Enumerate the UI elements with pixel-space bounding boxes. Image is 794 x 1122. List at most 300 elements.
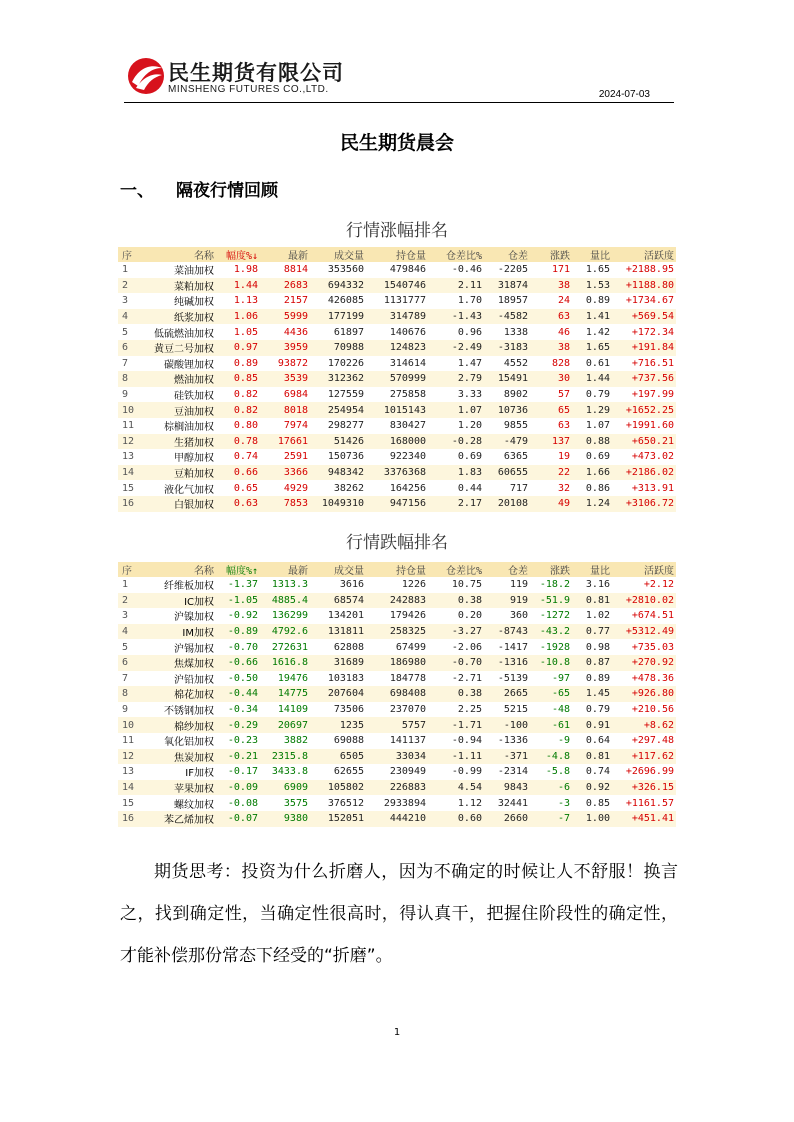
table-cell: -7 bbox=[530, 811, 572, 827]
column-header: 仓差比% bbox=[428, 562, 484, 577]
table-cell: -0.50 bbox=[227, 672, 258, 684]
column-header: 仓差比% bbox=[428, 247, 484, 262]
table-cell: 1.41 bbox=[572, 309, 612, 325]
table-cell: 8902 bbox=[503, 389, 528, 401]
table-row bbox=[118, 577, 676, 593]
table-cell: +1652.25 bbox=[612, 402, 676, 418]
table-cell: -1928 bbox=[539, 641, 570, 653]
futures-thought-paragraph: 期货思考：投资为什么折磨人，因为不确定的时候让人不舒服！换言之，找到确定性，当确定性很高时，得认真干，把握住阶段性的确定性，才能补偿那份常态下经受的“折磨”。 bbox=[120, 862, 678, 966]
table-cell: 360 bbox=[509, 610, 528, 622]
table-cell: 272631 bbox=[271, 641, 308, 653]
table-cell: 4436 bbox=[283, 326, 308, 338]
table-cell: 0.89 bbox=[585, 672, 610, 684]
table-cell: 61897 bbox=[333, 326, 364, 338]
table-cell: 1.29 bbox=[572, 402, 612, 418]
table-cell: 1.45 bbox=[572, 686, 612, 702]
table-cell: IM加权 bbox=[144, 624, 216, 640]
table-cell: 3 bbox=[122, 610, 129, 622]
table-cell: 12 bbox=[118, 434, 144, 450]
table-cell: 18957 bbox=[497, 295, 528, 307]
table-cell: 螺纹加权 bbox=[174, 799, 214, 811]
table-cell: -1336 bbox=[497, 735, 528, 747]
table-row bbox=[118, 402, 676, 418]
table-cell: 0.38 bbox=[428, 593, 484, 609]
table-cell: 1.06 bbox=[216, 309, 260, 325]
table-row bbox=[118, 733, 676, 749]
table-cell: 0.86 bbox=[585, 482, 610, 494]
table-cell: 717 bbox=[509, 482, 528, 494]
table-cell: 6 bbox=[118, 340, 144, 356]
table-cell: 376512 bbox=[327, 797, 364, 809]
table-cell: 226883 bbox=[366, 780, 428, 796]
table-cell: 6984 bbox=[283, 389, 308, 401]
table-cell: 698408 bbox=[366, 686, 428, 702]
table-cell: 菜油加权 bbox=[174, 266, 214, 278]
table-cell: 22 bbox=[530, 465, 572, 481]
table-cell: +451.41 bbox=[612, 811, 676, 827]
table-cell: 8018 bbox=[260, 402, 310, 418]
table-cell: 13 bbox=[122, 766, 135, 778]
table-cell: 1.65 bbox=[585, 264, 610, 276]
table-cell: 2933894 bbox=[383, 797, 426, 809]
table-cell: 275858 bbox=[389, 389, 426, 401]
table-cell: -8743 bbox=[484, 624, 530, 640]
column-header: 最新 bbox=[260, 562, 310, 577]
table-cell: 1313.3 bbox=[271, 579, 308, 591]
table-cell: -97 bbox=[551, 672, 570, 684]
table-cell: 1235 bbox=[310, 717, 366, 733]
table-cell: 焦炭加权 bbox=[144, 749, 216, 765]
section-number: 一、 bbox=[120, 181, 154, 201]
table-cell: 0.97 bbox=[216, 340, 260, 356]
table-cell: 0.20 bbox=[457, 610, 482, 622]
table-cell: 237070 bbox=[389, 704, 426, 716]
table-cell: IC加权 bbox=[144, 593, 216, 609]
table-row bbox=[118, 496, 676, 512]
table-cell: 白银加权 bbox=[144, 496, 216, 512]
table-cell: 12 bbox=[118, 749, 144, 765]
table-cell: -2.71 bbox=[451, 672, 482, 684]
column-header: 持仓量 bbox=[366, 562, 428, 577]
table-cell: 254954 bbox=[310, 402, 366, 418]
table-cell: 4885.4 bbox=[260, 593, 310, 609]
company-name-en: MINSHENG FUTURES CO.,LTD. bbox=[168, 84, 329, 95]
table-cell: 1.13 bbox=[233, 295, 258, 307]
table-row bbox=[118, 262, 676, 278]
table-cell: 134201 bbox=[327, 610, 364, 622]
table-cell: 6 bbox=[118, 655, 144, 671]
table-row bbox=[118, 639, 676, 655]
table-cell: +2810.02 bbox=[612, 593, 676, 609]
table-cell: 32 bbox=[557, 482, 570, 494]
table-cell: 242883 bbox=[366, 593, 428, 609]
table-cell: -2314 bbox=[497, 766, 528, 778]
table-cell: 20697 bbox=[260, 717, 310, 733]
table-cell: 8 bbox=[118, 371, 144, 387]
table-cell: 4792.6 bbox=[260, 624, 310, 640]
table-cell: +2.12 bbox=[643, 579, 674, 591]
table-cell: 1616.8 bbox=[260, 655, 310, 671]
table-cell: 31689 bbox=[310, 655, 366, 671]
table-cell: 碳酸锂加权 bbox=[164, 359, 214, 371]
table-cell: 124823 bbox=[366, 340, 428, 356]
table-cell: 1.66 bbox=[572, 465, 612, 481]
table-row bbox=[118, 387, 676, 403]
table-row bbox=[118, 608, 676, 624]
table-cell: +478.36 bbox=[631, 672, 674, 684]
table-cell: 9855 bbox=[503, 420, 528, 432]
table-cell: 312362 bbox=[310, 371, 366, 387]
table-cell: +117.62 bbox=[612, 749, 676, 765]
table-row bbox=[118, 371, 676, 387]
table-cell: 5215 bbox=[503, 704, 528, 716]
table-cell: -2.06 bbox=[451, 641, 482, 653]
table-cell: 0.89 bbox=[585, 295, 610, 307]
table-cell: 919 bbox=[484, 593, 530, 609]
table-cell: 63 bbox=[557, 420, 570, 432]
table-row bbox=[118, 686, 676, 702]
table-cell: 0.85 bbox=[585, 797, 610, 809]
table-cell: 黄豆二号加权 bbox=[144, 340, 216, 356]
table-cell: 4.54 bbox=[428, 780, 484, 796]
table-cell: 7 bbox=[122, 357, 129, 369]
table-cell: +313.91 bbox=[631, 482, 674, 494]
table-cell: 6365 bbox=[503, 451, 528, 463]
table-cell: 1.42 bbox=[585, 326, 610, 338]
table-cell: 5 bbox=[122, 326, 129, 338]
table-cell: 186980 bbox=[366, 655, 428, 671]
table-cell: -0.21 bbox=[216, 749, 260, 765]
table-cell: 2157 bbox=[283, 295, 308, 307]
table-cell: 1 bbox=[122, 579, 129, 591]
table-cell: 1.12 bbox=[457, 797, 482, 809]
table-cell: 0.85 bbox=[216, 371, 260, 387]
table-cell: IF加权 bbox=[185, 768, 214, 780]
table-cell: 258325 bbox=[366, 624, 428, 640]
table-row bbox=[118, 356, 676, 372]
table-row bbox=[118, 324, 676, 340]
table-cell: 2660 bbox=[484, 811, 530, 827]
table-cell: 4 bbox=[118, 624, 144, 640]
table-cell: 24 bbox=[557, 295, 570, 307]
table-cell: 57 bbox=[557, 389, 570, 401]
column-header: 序 bbox=[118, 247, 144, 262]
table-cell: 5757 bbox=[366, 717, 428, 733]
table-cell: 828 bbox=[551, 357, 570, 369]
table-cell: 棉花加权 bbox=[144, 686, 216, 702]
column-header: 涨跌 bbox=[530, 562, 572, 577]
table-cell: 164256 bbox=[389, 482, 426, 494]
table-cell: 1338 bbox=[503, 326, 528, 338]
table-cell: 8 bbox=[118, 686, 144, 702]
table-cell: 1.20 bbox=[457, 420, 482, 432]
table-cell: 19476 bbox=[277, 672, 308, 684]
table-cell: +3106.72 bbox=[612, 496, 676, 512]
table-cell: 8814 bbox=[283, 264, 308, 276]
table-cell: 5 bbox=[122, 641, 129, 653]
column-header: 量比 bbox=[572, 562, 612, 577]
table-cell: 9 bbox=[122, 704, 129, 716]
table-cell: 0.66 bbox=[216, 465, 260, 481]
table-cell: -4582 bbox=[484, 309, 530, 325]
table-cell: 液化气加权 bbox=[164, 484, 214, 496]
table-cell: 苹果加权 bbox=[144, 780, 216, 796]
table-cell: 170226 bbox=[327, 357, 364, 369]
table-cell: 不锈钢加权 bbox=[164, 706, 214, 718]
table-cell: 1.98 bbox=[233, 264, 258, 276]
company-name-cn: 民生期货有限公司 bbox=[168, 61, 344, 85]
table-cell: 15491 bbox=[484, 371, 530, 387]
table-cell: -6 bbox=[530, 780, 572, 796]
table-cell: 豆粕加权 bbox=[144, 465, 216, 481]
table-cell: +172.34 bbox=[631, 326, 674, 338]
table-cell: 298277 bbox=[327, 420, 364, 432]
table-cell: 63 bbox=[530, 309, 572, 325]
table-cell: 14775 bbox=[260, 686, 310, 702]
loss-table-title: 行情跌幅排名 bbox=[346, 533, 448, 553]
table-cell: 137 bbox=[530, 434, 572, 450]
table-cell: 230949 bbox=[389, 766, 426, 778]
table-cell: -0.70 bbox=[227, 641, 258, 653]
table-cell: 3 bbox=[122, 295, 129, 307]
table-cell: 17661 bbox=[260, 434, 310, 450]
table-cell: 62808 bbox=[333, 641, 364, 653]
table-cell: 0.89 bbox=[233, 357, 258, 369]
table-cell: -0.92 bbox=[227, 610, 258, 622]
table-cell: 947156 bbox=[366, 496, 428, 512]
table-cell: -0.99 bbox=[451, 766, 482, 778]
table-cell: 0.64 bbox=[585, 735, 610, 747]
table-cell: +5312.49 bbox=[612, 624, 676, 640]
table-cell: -4.8 bbox=[530, 749, 572, 765]
table-cell: 69088 bbox=[333, 735, 364, 747]
table-cell: -2205 bbox=[497, 264, 528, 276]
table-cell: -3183 bbox=[484, 340, 530, 356]
column-header: 仓差 bbox=[484, 247, 530, 262]
table-cell: 49 bbox=[530, 496, 572, 512]
table-cell: 15 bbox=[122, 797, 135, 809]
table-cell: 菜粕加权 bbox=[144, 278, 216, 294]
table-cell: +197.99 bbox=[631, 389, 674, 401]
table-cell: 7 bbox=[122, 672, 129, 684]
table-cell: 694332 bbox=[310, 278, 366, 294]
table-cell: 1.00 bbox=[572, 811, 612, 827]
table-cell: 0.88 bbox=[572, 434, 612, 450]
table-cell: -9 bbox=[557, 735, 570, 747]
table-cell: 179426 bbox=[389, 610, 426, 622]
report-date: 2024-07-03 bbox=[598, 89, 650, 100]
table-cell: 5999 bbox=[260, 309, 310, 325]
table-cell: 1.07 bbox=[428, 402, 484, 418]
section-heading bbox=[120, 176, 278, 201]
table-cell: 15 bbox=[122, 482, 135, 494]
table-cell: -1417 bbox=[497, 641, 528, 653]
table-cell: -0.46 bbox=[451, 264, 482, 276]
table-cell: 1.44 bbox=[216, 278, 260, 294]
table-cell: 豆油加权 bbox=[144, 402, 216, 418]
table-cell: +270.92 bbox=[612, 655, 676, 671]
table-row bbox=[118, 811, 676, 827]
table-cell: 1.65 bbox=[572, 340, 612, 356]
table-cell: 0.81 bbox=[572, 749, 612, 765]
table-header-row bbox=[118, 247, 676, 262]
table-cell: 0.80 bbox=[233, 420, 258, 432]
table-cell: 纤维板加权 bbox=[164, 581, 214, 593]
table-cell: -0.08 bbox=[227, 797, 258, 809]
table-cell: -65 bbox=[530, 686, 572, 702]
gain-ranking-table bbox=[118, 247, 676, 512]
table-cell: -0.17 bbox=[227, 766, 258, 778]
table-cell: 1.83 bbox=[428, 465, 484, 481]
table-cell: -0.94 bbox=[451, 735, 482, 747]
table-cell: -3.27 bbox=[428, 624, 484, 640]
table-cell: 65 bbox=[530, 402, 572, 418]
table-cell: -1.11 bbox=[428, 749, 484, 765]
table-cell: 6505 bbox=[310, 749, 366, 765]
table-cell: 0.98 bbox=[585, 641, 610, 653]
table-cell: 131811 bbox=[310, 624, 366, 640]
table-cell: 硅铁加权 bbox=[174, 391, 214, 403]
table-cell: -10.8 bbox=[530, 655, 572, 671]
table-cell: 4552 bbox=[503, 357, 528, 369]
table-cell: 207604 bbox=[310, 686, 366, 702]
table-cell: 3959 bbox=[260, 340, 310, 356]
table-cell: 0.44 bbox=[457, 482, 482, 494]
table-cell: 0.74 bbox=[585, 766, 610, 778]
table-cell: 479846 bbox=[389, 264, 426, 276]
table-cell: 焦煤加权 bbox=[144, 655, 216, 671]
column-header: 幅度%↓ bbox=[216, 247, 260, 262]
table-cell: -1316 bbox=[484, 655, 530, 671]
table-cell: 38 bbox=[530, 340, 572, 356]
table-cell: 0.82 bbox=[216, 402, 260, 418]
table-cell: 2.11 bbox=[428, 278, 484, 294]
table-cell: +210.56 bbox=[631, 704, 674, 716]
table-row bbox=[118, 449, 676, 465]
table-cell: +716.51 bbox=[631, 357, 674, 369]
table-row bbox=[118, 480, 676, 496]
table-cell: 7974 bbox=[283, 420, 308, 432]
table-cell: -48 bbox=[551, 704, 570, 716]
table-cell: 3575 bbox=[283, 797, 308, 809]
table-cell: 30 bbox=[530, 371, 572, 387]
page-header bbox=[124, 56, 674, 103]
table-cell: 沪铅加权 bbox=[174, 674, 214, 686]
table-cell: 2683 bbox=[260, 278, 310, 294]
column-header: 名称 bbox=[144, 247, 216, 262]
table-cell: 0.63 bbox=[216, 496, 260, 512]
table-cell: 1540746 bbox=[366, 278, 428, 294]
table-cell: 0.92 bbox=[572, 780, 612, 796]
table-cell: 1.02 bbox=[585, 610, 610, 622]
table-cell: -61 bbox=[530, 717, 572, 733]
table-cell: 184778 bbox=[389, 672, 426, 684]
table-cell: 33034 bbox=[366, 749, 428, 765]
table-cell: -0.89 bbox=[216, 624, 260, 640]
table-cell: 32441 bbox=[497, 797, 528, 809]
table-cell: 3366 bbox=[260, 465, 310, 481]
table-cell: 16 bbox=[118, 496, 144, 512]
table-cell: 棕榈油加权 bbox=[164, 422, 214, 434]
table-cell: 2665 bbox=[484, 686, 530, 702]
table-cell: 低硫燃油加权 bbox=[154, 328, 214, 340]
table-cell: 0.81 bbox=[572, 593, 612, 609]
table-cell: 沪镍加权 bbox=[174, 612, 214, 624]
table-cell: 9380 bbox=[260, 811, 310, 827]
table-cell: 70988 bbox=[310, 340, 366, 356]
column-header: 幅度%↑ bbox=[216, 562, 260, 577]
table-cell: 1.47 bbox=[457, 357, 482, 369]
table-cell: 11 bbox=[122, 420, 135, 432]
table-cell: 1 bbox=[122, 264, 129, 276]
gain-table-title: 行情涨幅排名 bbox=[346, 221, 448, 241]
table-row bbox=[118, 795, 676, 811]
table-cell: 纯碱加权 bbox=[174, 297, 214, 309]
table-row bbox=[118, 418, 676, 434]
table-cell: 14 bbox=[118, 780, 144, 796]
table-cell: 1.53 bbox=[572, 278, 612, 294]
table-cell: 生猪加权 bbox=[144, 434, 216, 450]
table-row bbox=[118, 749, 676, 765]
table-cell: 136299 bbox=[271, 610, 308, 622]
table-cell: 2.79 bbox=[428, 371, 484, 387]
table-cell: 444210 bbox=[366, 811, 428, 827]
table-cell: 119 bbox=[509, 579, 528, 591]
table-cell: 31874 bbox=[484, 278, 530, 294]
table-cell: -1272 bbox=[539, 610, 570, 622]
table-cell: 10736 bbox=[484, 402, 530, 418]
table-cell: 2 bbox=[118, 593, 144, 609]
table-cell: 纸浆加权 bbox=[144, 309, 216, 325]
table-cell: 60655 bbox=[484, 465, 530, 481]
table-cell: 9 bbox=[122, 389, 129, 401]
table-cell: -0.28 bbox=[428, 434, 484, 450]
table-cell: 2591 bbox=[283, 451, 308, 463]
column-header: 最新 bbox=[260, 247, 310, 262]
column-header: 持仓量 bbox=[366, 247, 428, 262]
table-cell: -0.70 bbox=[428, 655, 484, 671]
table-cell: -1.43 bbox=[428, 309, 484, 325]
table-cell: 314789 bbox=[366, 309, 428, 325]
table-cell: 10 bbox=[118, 717, 144, 733]
table-cell: -3 bbox=[557, 797, 570, 809]
table-cell: 2.25 bbox=[457, 704, 482, 716]
table-cell: 19 bbox=[557, 451, 570, 463]
table-cell: 1.44 bbox=[572, 371, 612, 387]
table-cell: 68574 bbox=[310, 593, 366, 609]
table-cell: +737.56 bbox=[612, 371, 676, 387]
table-cell: 1.24 bbox=[572, 496, 612, 512]
table-row bbox=[118, 434, 676, 450]
column-header: 成交量 bbox=[310, 562, 366, 577]
table-cell: 948342 bbox=[310, 465, 366, 481]
section-text: 隔夜行情回顾 bbox=[176, 181, 278, 201]
column-header: 活跃度 bbox=[612, 562, 676, 577]
table-cell: 3.16 bbox=[585, 579, 610, 591]
table-cell: 1.05 bbox=[233, 326, 258, 338]
table-cell: 0.96 bbox=[457, 326, 482, 338]
column-header: 仓差 bbox=[484, 562, 530, 577]
page-number: 1 bbox=[393, 1027, 401, 1038]
table-row bbox=[118, 309, 676, 325]
table-cell: 1049310 bbox=[310, 496, 366, 512]
table-row bbox=[118, 655, 676, 671]
document-title: 民生期货晨会 bbox=[339, 132, 454, 154]
table-cell: 0.78 bbox=[216, 434, 260, 450]
table-cell: -100 bbox=[484, 717, 530, 733]
table-cell: 2315.8 bbox=[260, 749, 310, 765]
table-cell: 4 bbox=[118, 309, 144, 325]
